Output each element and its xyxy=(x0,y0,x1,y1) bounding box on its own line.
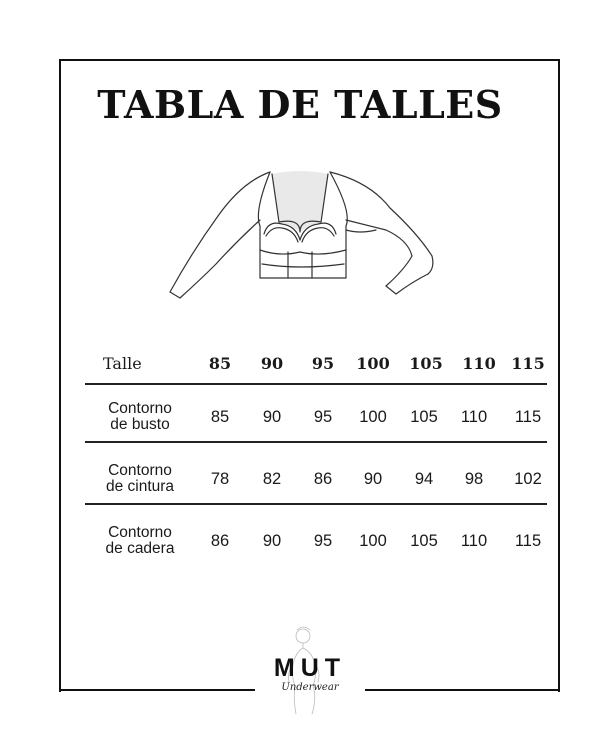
table-cell: 115 xyxy=(514,407,542,426)
table-cell: 90 xyxy=(262,531,282,550)
header-size-cell: 110 xyxy=(462,353,496,373)
frame-left-border xyxy=(59,59,61,692)
table-cell: 110 xyxy=(460,531,488,550)
table-divider xyxy=(85,383,547,385)
row-label xyxy=(85,463,195,495)
table-cell: 86 xyxy=(210,531,230,550)
table-divider xyxy=(85,441,547,443)
table-cell: 78 xyxy=(210,469,230,488)
table-cell: 115 xyxy=(514,531,542,550)
header-size-cell: 100 xyxy=(356,353,390,373)
frame-top-border xyxy=(59,59,560,61)
row-label-line: Contorno xyxy=(108,400,172,417)
table-cell: 86 xyxy=(313,469,333,488)
row-label xyxy=(85,525,195,557)
brand-tagline: Underwear xyxy=(281,682,339,693)
table-cell: 90 xyxy=(262,407,282,426)
table-cell: 95 xyxy=(313,531,333,550)
table-cell: 100 xyxy=(359,407,387,426)
row-label-line: de cadera xyxy=(105,540,175,557)
table-cell: 90 xyxy=(363,469,383,488)
header-label-talle: Talle xyxy=(103,353,142,373)
table-header-row xyxy=(85,349,547,377)
row-label-line: Contorno xyxy=(108,524,172,541)
table-cell: 102 xyxy=(514,469,542,488)
table-row xyxy=(85,460,547,498)
row-label-line: de busto xyxy=(110,416,170,433)
table-divider xyxy=(85,503,547,505)
table-row xyxy=(85,398,547,436)
table-cell: 110 xyxy=(460,407,488,426)
page-title: TABLA DE TALLES xyxy=(97,82,503,127)
header-size-cell: 85 xyxy=(208,353,232,373)
garment-illustration-icon xyxy=(150,160,450,305)
row-label-line: Contorno xyxy=(108,462,172,479)
table-cell: 105 xyxy=(410,407,438,426)
table-cell: 105 xyxy=(410,531,438,550)
frame-right-border xyxy=(558,59,560,692)
table-cell: 94 xyxy=(414,469,434,488)
table-cell: 95 xyxy=(313,407,333,426)
brand-logo-text: MUT xyxy=(273,654,347,682)
table-cell: 82 xyxy=(262,469,282,488)
table-cell: 100 xyxy=(359,531,387,550)
table-row xyxy=(85,522,547,560)
row-label xyxy=(85,401,195,433)
frame-bottom-border-left xyxy=(59,689,255,691)
header-size-cell: 105 xyxy=(409,353,443,373)
header-size-cell: 115 xyxy=(511,353,545,373)
header-size-cell: 90 xyxy=(260,353,284,373)
table-cell: 98 xyxy=(464,469,484,488)
header-size-cell: 95 xyxy=(311,353,335,373)
frame-bottom-border-right xyxy=(365,689,560,691)
table-cell: 85 xyxy=(210,407,230,426)
row-label-line: de cintura xyxy=(105,478,175,495)
